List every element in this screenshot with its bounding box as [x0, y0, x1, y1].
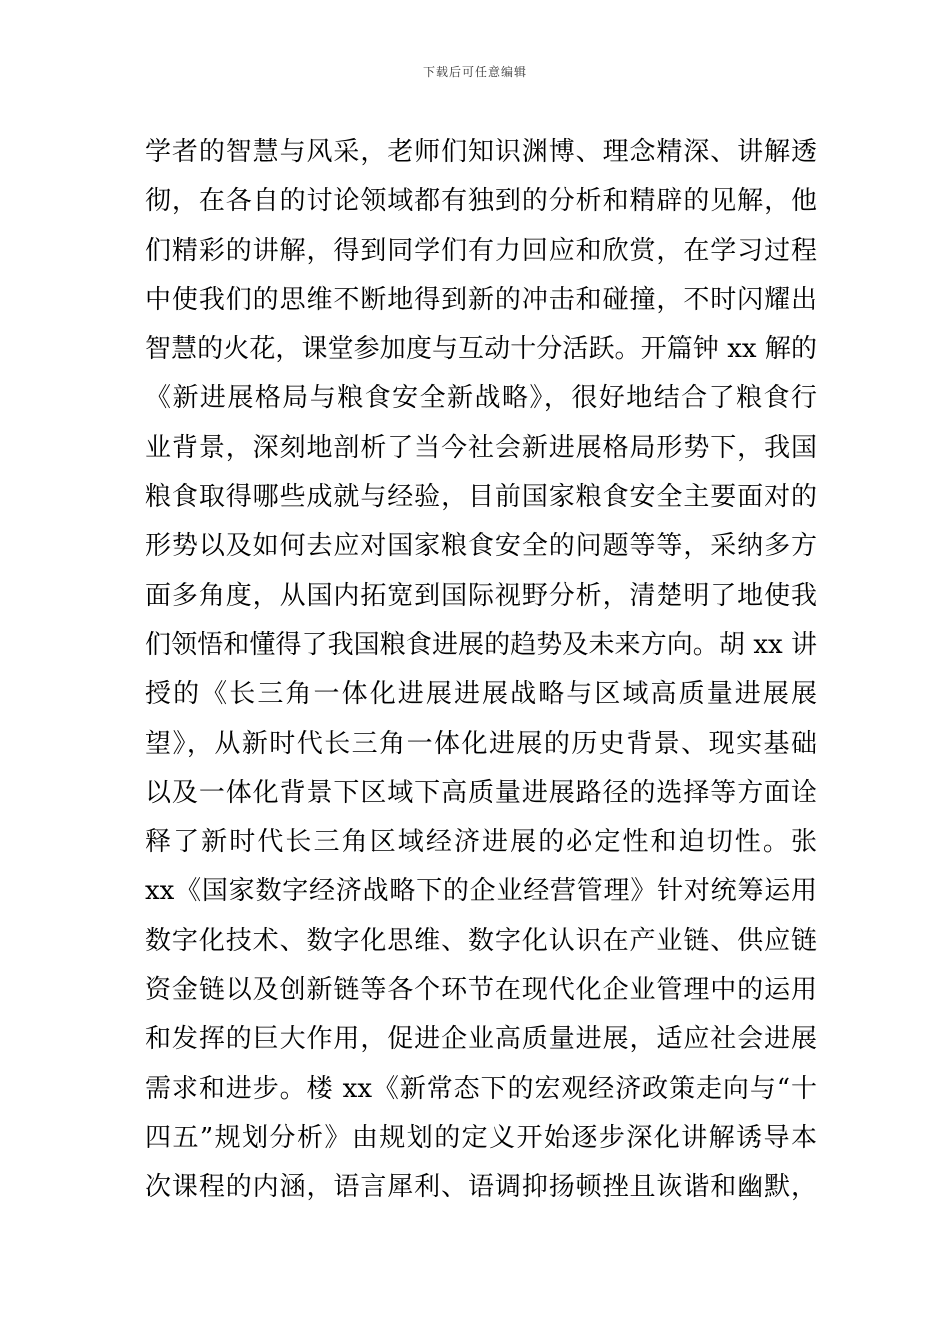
- text-line: 资金链以及创新链等各个环节在现代化企业管理中的运用: [145, 975, 817, 1006]
- text-line: 中使我们的思维不断地得到新的冲击和碰撞，不时闪耀出: [145, 284, 817, 315]
- text-line: 学者的智慧与风采，老师们知识渊博、理念精深、讲解透: [145, 137, 817, 167]
- text-line: 业背景，深刻地剖析了当今社会新进展格局形势下，我国: [145, 432, 817, 463]
- text-line: 彻，在各自的讨论领域都有独到的分析和精辟的见解，他: [145, 186, 817, 217]
- text-line: 以及一体化背景下区域下高质量进展路径的选择等方面诠: [145, 777, 817, 808]
- text-line: 望》，从新时代长三角一体化进展的历史背景、现实基础: [145, 728, 817, 759]
- text-line: 和发挥的巨大作用，促进企业高质量进展，适应社会进展: [145, 1024, 817, 1055]
- body-text: [145, 128, 817, 1213]
- text-line: 粮食取得哪些成就与经验，目前国家粮食安全主要面对的: [145, 482, 817, 513]
- text-line: 释了新时代长三角区域经济进展的必定性和迫切性。张: [145, 827, 817, 858]
- text-line: 数字化技术、数字化思维、数字化认识在产业链、供应链: [145, 925, 817, 956]
- text-line: 《新进展格局与粮食安全新战略》，很好地结合了粮食行: [145, 383, 817, 414]
- text-line: 形势以及如何去应对国家粮食安全的问题等等，采纳多方: [145, 531, 817, 562]
- text-line: 智慧的火花，课堂参加度与互动十分活跃。开篇钟 xx 解的: [145, 334, 817, 365]
- text-line: 次课程的内涵，语言犀利、语调抑扬顿挫且诙谐和幽默，: [145, 1172, 817, 1203]
- text-line: 面多角度，从国内拓宽到国际视野分析，清楚明了地使我: [145, 580, 817, 611]
- text-line: 四五”规划分析》由规划的定义开始逐步深化讲解诱导本: [145, 1122, 817, 1153]
- text-line: 们精彩的讲解，得到同学们有力回应和欣赏，在学习过程: [145, 235, 817, 266]
- text-line: 授的《长三角一体化进展进展战略与区域高质量进展展: [145, 679, 817, 710]
- page-header: 下载后可任意编辑: [422, 65, 527, 79]
- text-line: xx《国家数字经济战略下的企业经营管理》针对统筹运用: [145, 876, 817, 907]
- text-line: 们领悟和懂得了我国粮食进展的趋势及未来方向。胡 xx 讲: [145, 629, 817, 660]
- text-line: 需求和进步。楼 xx《新常态下的宏观经济政策走向与“十: [145, 1073, 817, 1104]
